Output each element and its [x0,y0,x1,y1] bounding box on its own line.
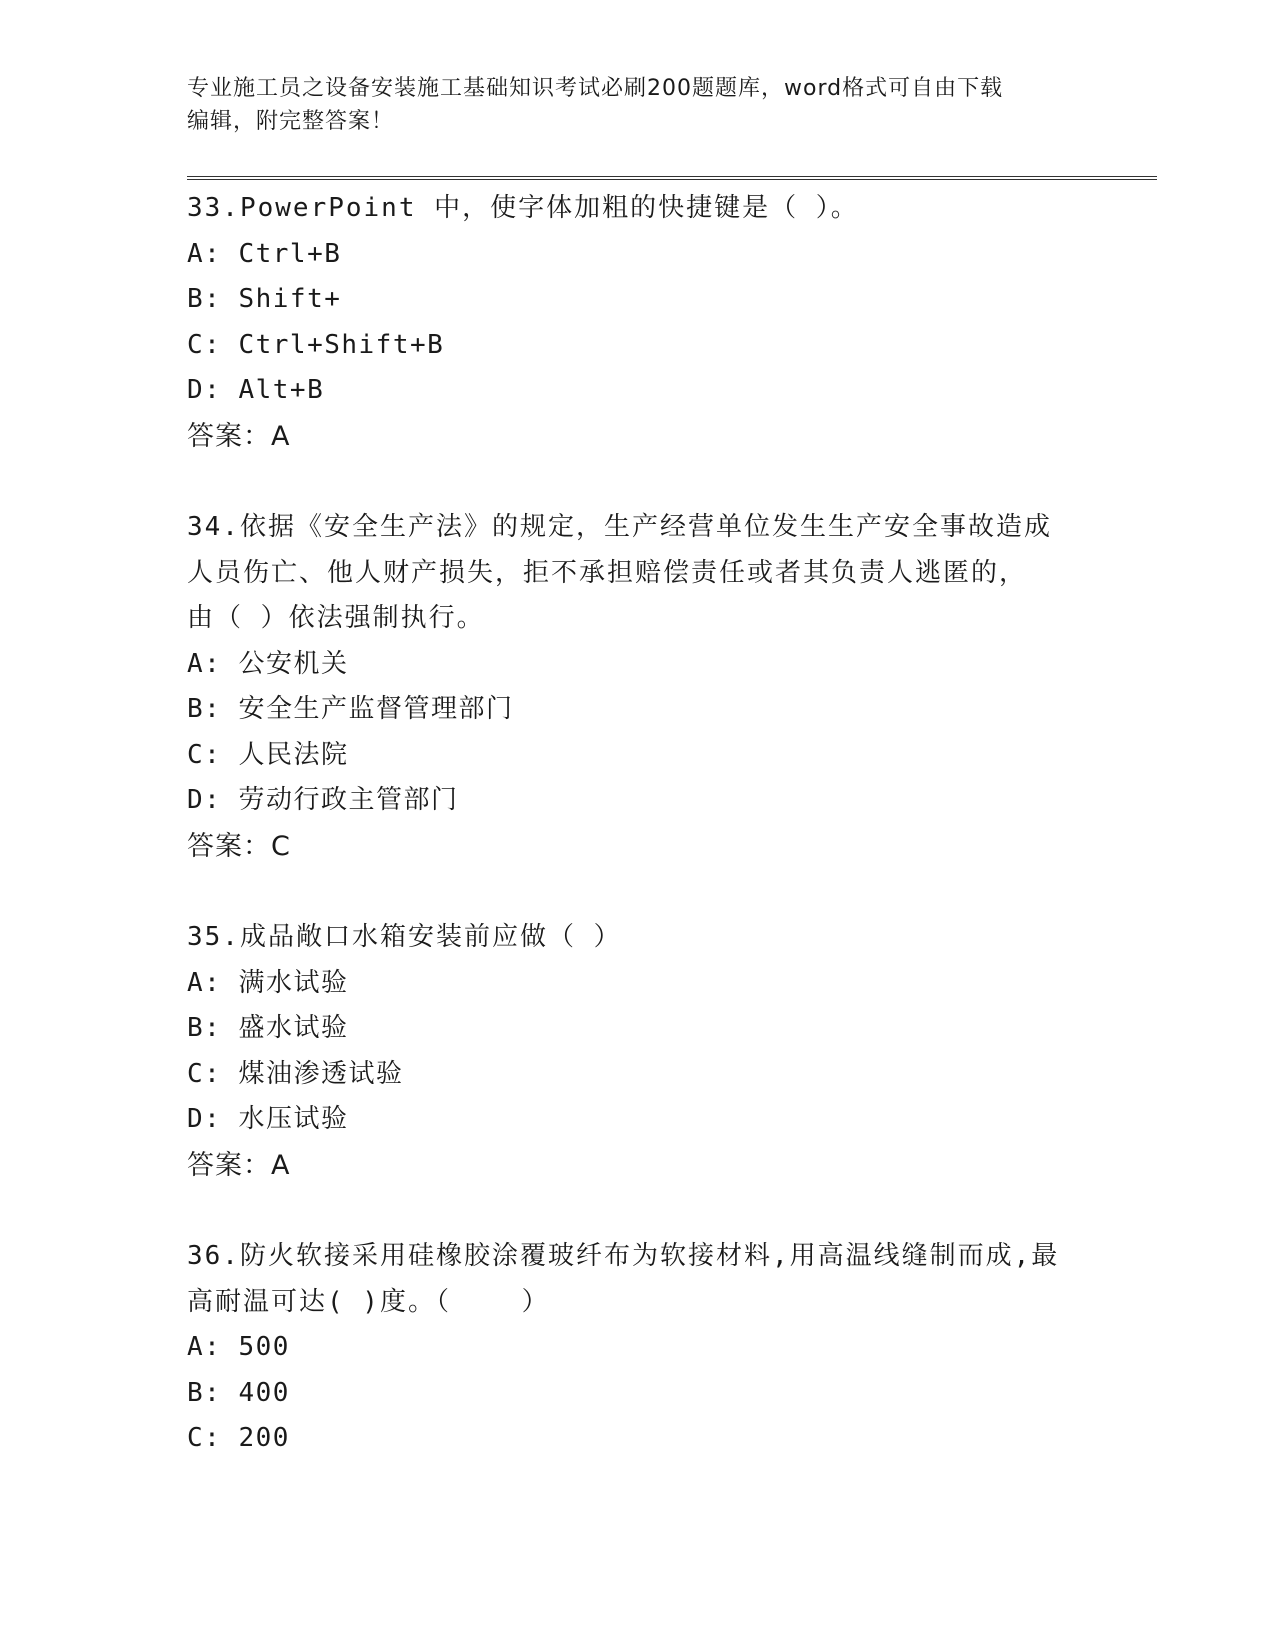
answer: 答案：A [187,1149,291,1181]
question-stem [187,505,1087,642]
header-line-1: 专业施工员之设备安装施工基础知识考试必刷200题题库，word格式可自由下载 [187,76,1004,101]
option-b: B: Shift+ [187,284,342,314]
stem-line: 高耐温可达( )度。（ ） [187,1286,550,1317]
question-35 [187,915,1087,1188]
option-c: C: Ctrl+Shift+B [187,329,445,360]
question-36 [187,1234,1087,1462]
stem-line: 34.依据《安全生产法》的规定，生产经营单位发生生产安全事故造成 [187,512,1052,542]
option-c: C: 煤油渗透试验 [187,1058,404,1089]
stem-line: 36.防火软接采用硅橡胶涂覆玻纤布为软接材料,用高温线缝制而成,最 [187,1241,1060,1271]
option-d: D: 劳动行政主管部门 [187,785,459,815]
stem-line: 由（ ）依法强制执行。 [187,603,485,633]
document-header [187,72,1067,138]
answer: 答案：C [187,830,291,862]
question-stem [187,915,1087,961]
question-33 [187,186,1087,459]
stem-line: 33.PowerPoint 中，使字体加粗的快捷键是（ ）。 [187,193,859,223]
option-a: A: 公安机关 [187,648,349,679]
question-stem [187,1234,1087,1325]
option-b: B: 安全生产监督管理部门 [187,694,514,724]
option-d: D: Alt+B [187,375,325,405]
header-divider [187,176,1157,180]
option-d: D: 水压试验 [187,1104,349,1134]
option-b: B: 400 [187,1377,290,1408]
answer: 答案：A [187,420,291,452]
header-line-2: 编辑，附完整答案！ [187,109,395,134]
question-list [187,186,1087,1508]
stem-line: 35.成品敞口水箱安装前应做（ ） [187,922,622,952]
option-b: B: 盛水试验 [187,1013,349,1043]
option-a: A: 满水试验 [187,967,349,998]
option-a: A: 500 [187,1332,290,1362]
question-stem [187,186,1087,232]
question-34 [187,505,1087,869]
stem-line: 人员伤亡、他人财产损失，拒不承担赔偿责任或者其负责人逃匿的， [187,557,1028,588]
option-c: C: 200 [187,1423,290,1453]
option-a: A: Ctrl+B [187,238,342,269]
option-c: C: 人民法院 [187,739,349,770]
